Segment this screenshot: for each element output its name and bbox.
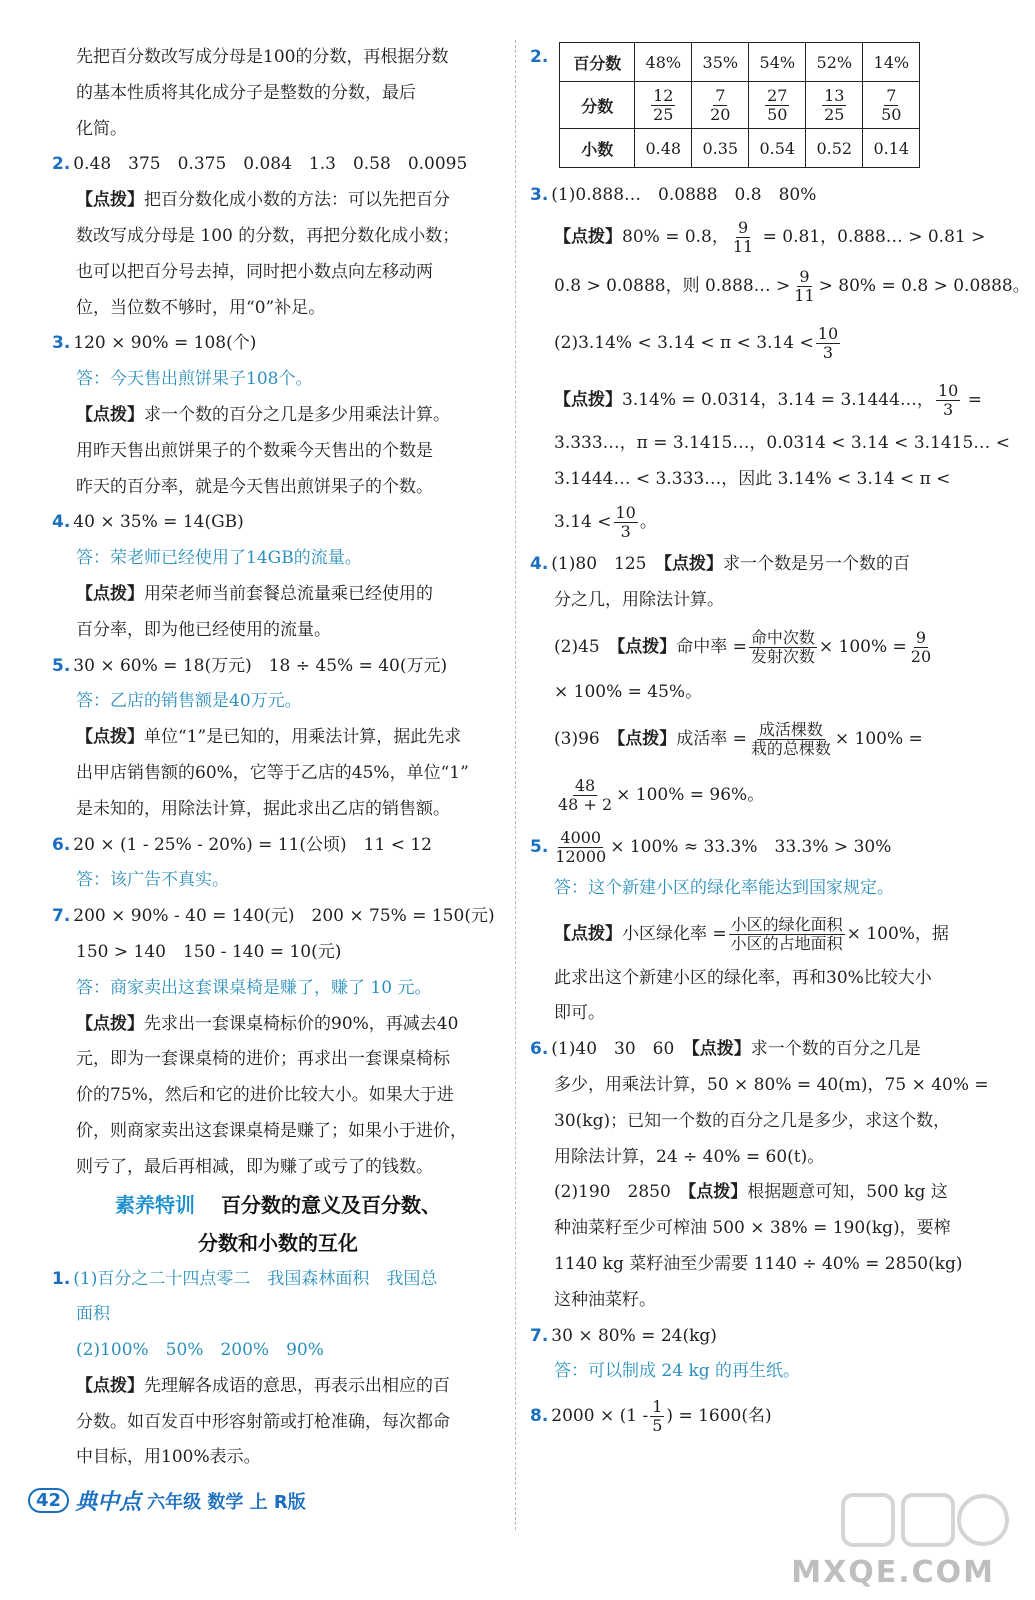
row-head: 百分数 [560, 43, 635, 82]
question-number: 7. [530, 1325, 549, 1346]
section-tag: 素养特训 [115, 1192, 195, 1217]
hint-tag: 【点拨】 [76, 404, 144, 425]
answer-values: (3)96 [554, 728, 600, 749]
section-heading [52, 1186, 504, 1224]
hint-line: 也可以把百分号去掉，同时把小数点向左移动两 [76, 261, 433, 282]
table-cell: 0.14 [863, 129, 920, 168]
book-info: 六年级 数学 上 R版 [147, 1491, 306, 1513]
hint-tag: 【点拨】 [687, 1182, 748, 1203]
conversion-table [559, 42, 920, 168]
hint-line [530, 711, 980, 767]
hint-tag: 【点拨】 [554, 923, 622, 944]
numerator: 9 [915, 627, 927, 647]
hint-tag: 【点拨】 [76, 727, 144, 748]
column-divider [515, 40, 516, 1530]
hint-line: 分之几，用除法计算。 [554, 590, 724, 611]
section-heading-line2 [52, 1224, 504, 1262]
question-number: 5. [52, 655, 71, 676]
watermark-text: MXQE.COM [791, 1555, 995, 1590]
fraction [936, 382, 960, 419]
numerator: 成活棵数 [758, 719, 823, 739]
hint-text: 先理解各成语的意思，再表示出相应的百 [144, 1375, 450, 1396]
question-2 [52, 147, 504, 183]
denominator: 12000 [555, 846, 607, 866]
question-8 [530, 1390, 980, 1442]
question-6 [530, 1032, 980, 1068]
hint-line: 数改写成分母是 100 的分数，再把分数化成小数； [76, 225, 460, 246]
table-cell: 35% [692, 43, 749, 82]
question-3 [52, 326, 504, 362]
hint-text: × 100% = 96%。 [616, 784, 765, 805]
page-number: 42 [28, 1488, 69, 1513]
fraction [792, 268, 816, 305]
hint-text: 把百分数化成小数的方法：可以先把百分 [144, 190, 450, 211]
denominator: 栽的总棵数 [750, 738, 831, 758]
denominator: 11 [732, 236, 754, 256]
answer-values: (2)3.14% < 3.14 < π < 3.14 < [554, 332, 814, 353]
denominator: 50 [881, 104, 902, 124]
hint-tag: 【点拨】 [76, 583, 144, 604]
numerator: 27 [767, 85, 788, 105]
hint-text: × 100%，据 [846, 923, 949, 944]
hint-line: 3.333…，π = 3.1415…，0.0314 < 3.14 < 3.1415… < [554, 432, 1010, 453]
answer-line: 答：可以制成 24 kg 的再生纸。 [554, 1361, 801, 1382]
hint-text: × 100% = [818, 636, 907, 657]
question-3 [530, 178, 980, 214]
hint-tag: 【点拨】 [691, 1039, 751, 1060]
hint-line [530, 1175, 980, 1211]
hint-text: 3.14% = 0.0314，3.14 = 3.1444…， [622, 389, 934, 410]
hint-tag: 【点拨】 [76, 190, 144, 211]
denominator: 20 [710, 104, 731, 124]
hint-line [52, 1007, 504, 1043]
hint-tag: 【点拨】 [76, 1013, 144, 1034]
fraction-row [560, 82, 920, 129]
calc-line: 150 > 140 150 - 140 = 10(元) [76, 941, 342, 962]
hint-line [530, 497, 980, 547]
hint-text: 单位“1”是已知的，用乘法计算，据此先求 [144, 727, 462, 748]
question-number: 7. [52, 906, 71, 927]
hint-line [530, 214, 986, 260]
fraction [749, 629, 817, 666]
hint-line [52, 1369, 504, 1405]
hint-line: 1140 kg 菜籽油至少需要 1140 ÷ 40% = 2850(kg) [554, 1253, 963, 1274]
fraction [556, 777, 614, 814]
answer-values: (1)0.888… 0.0888 0.8 80% [551, 185, 817, 205]
fraction [816, 325, 840, 362]
hint-line: 则亏了，最后再相减，即为赚了或亏了的钱数。 [76, 1156, 433, 1177]
table-cell: 48% [635, 43, 692, 82]
left-column [52, 40, 504, 1476]
hint-line: 即可。 [554, 1003, 605, 1024]
table-cell: 54% [749, 43, 806, 82]
question-7 [530, 1319, 980, 1355]
table-cell: 52% [806, 43, 863, 82]
hint-line: 3.1444… < 3.333…，因此 3.14% < 3.14 < π < [554, 468, 951, 489]
answer-line: 答：商家卖出这套课桌椅是赚了，赚了 10 元。 [76, 977, 432, 998]
hint-line: 这种油菜籽。 [554, 1289, 656, 1310]
question-number: 2. [52, 154, 71, 175]
question-number: 6. [52, 834, 71, 855]
hint-line: 用昨天售出煎饼果子的个数乘今天售出的个数是 [76, 440, 433, 461]
hint-tag: 【点拨】 [616, 728, 677, 749]
numerator: 4000 [560, 827, 602, 847]
hint-line: 元，即为一套课桌椅的进价；再求出一套课桌椅标 [76, 1049, 450, 1070]
answer-values: (2)45 [554, 636, 600, 657]
fraction [909, 629, 933, 666]
hint-text: > 80% = 0.8 > 0.0888。 [818, 275, 1030, 296]
right-column [530, 40, 1030, 1442]
percent-row [560, 43, 920, 82]
answer-line: 答：荣老师已经使用了14GB的流量。 [76, 548, 362, 569]
table-cell [749, 82, 806, 129]
question-number: 3. [52, 333, 71, 354]
hint-line: 昨天的百分率，就是今天售出煎饼果子的个数。 [76, 476, 433, 497]
row-head: 分数 [560, 82, 635, 129]
calc: 200 × 90% - 40 = 140(元) 200 × 75% = 150(元) [73, 906, 495, 927]
table-cell: 0.35 [692, 129, 749, 168]
table-cell [806, 82, 863, 129]
fraction [729, 916, 845, 953]
question-5 [52, 649, 504, 685]
fraction [651, 87, 675, 124]
table-cell [692, 82, 749, 129]
calc: 2000 × (1 - [551, 1406, 649, 1427]
fraction [879, 87, 903, 124]
question-number: 1. [52, 1268, 71, 1289]
fraction [650, 1398, 664, 1435]
intro-line: 先把百分数改写成分母是100的分数，再根据分数 [76, 47, 449, 67]
calc: 20 × (1 - 25% - 20%) = 11(公顷) 11 < 12 [73, 834, 432, 855]
hint-line [530, 767, 980, 823]
answer-line [530, 312, 980, 374]
hint-tag: 【点拨】 [76, 1375, 144, 1396]
calc: × 100% ≈ 33.3% 33.3% > 30% [610, 836, 892, 857]
hint-text: 0.8 > 0.0888，则 0.888… > [554, 275, 791, 296]
question-2-table-block [530, 40, 980, 178]
section-title: 百分数的意义及百分数、 [221, 1192, 441, 1217]
calc: 120 × 90% = 108(个) [73, 333, 257, 354]
answer-line: 答：该广告不真实。 [76, 870, 229, 891]
denominator: 25 [824, 104, 845, 124]
numerator: 命中次数 [750, 627, 815, 647]
answer-values: 0.48 375 0.375 0.084 1.3 0.58 0.0095 [73, 154, 468, 175]
decimal-row [560, 129, 920, 168]
fraction [765, 87, 789, 124]
hint-line: 30(kg)；已知一个数的百分之几是多少，求这个数， [554, 1110, 951, 1131]
question-5 [530, 823, 980, 871]
answer-line: 答：这个新建小区的绿化率能达到国家规定。 [554, 877, 894, 898]
hint-line: 是未知的，用除法计算，据此求出乙店的销售额。 [76, 798, 450, 819]
section-question-1 [52, 1262, 504, 1298]
hint-line [530, 374, 980, 426]
hint-text: 命中率 = [676, 636, 747, 657]
question-4 [52, 505, 504, 541]
page-footer [28, 1485, 306, 1516]
hint-line: 分数。如百发百中形容射箭或打枪准确，每次都命 [76, 1411, 450, 1432]
hint-line [530, 907, 980, 961]
denominator: 3 [822, 342, 834, 362]
intro-line: 化简。 [76, 118, 127, 139]
hint-text: 求一个数的百分之几是多少用乘法计算。 [144, 404, 450, 425]
hint-line: × 100% = 45%。 [554, 681, 703, 702]
question-7 [52, 899, 504, 935]
calc: 30 × 60% = 18(万元) 18 ÷ 45% = 40(万元) [73, 655, 448, 676]
table-cell [863, 82, 920, 129]
calc: 40 × 35% = 14(GB) [73, 512, 244, 533]
hint-line: 中目标，用100%表示。 [76, 1447, 261, 1468]
fraction [822, 87, 846, 124]
question-number: 2. [530, 47, 549, 67]
calc: 30 × 80% = 24(kg) [551, 1325, 717, 1346]
hint-tag: 【点拨】 [554, 226, 622, 247]
denominator: 发射次数 [750, 646, 815, 666]
numerator: 1 [652, 1397, 663, 1417]
answer-line: (2)100% 50% 200% 90% [76, 1340, 324, 1361]
table-cell: 14% [863, 43, 920, 82]
answer-values: (2)190 2850 [554, 1182, 671, 1203]
numerator: 9 [799, 266, 810, 286]
numerator: 10 [937, 380, 959, 400]
denominator: 11 [794, 285, 815, 305]
hint-line [52, 720, 504, 756]
denominator: 3 [943, 399, 954, 419]
table-cell [635, 82, 692, 129]
fraction [553, 829, 608, 866]
hint-text: 3.14 < [554, 512, 612, 533]
table-cell: 0.54 [749, 129, 806, 168]
numerator: 12 [653, 85, 674, 105]
row-head: 小数 [560, 129, 635, 168]
hint-line: 多少，用乘法计算，50 × 80% = 40(m)，75 × 40% = [554, 1074, 989, 1095]
hint-line: 用除法计算，24 ÷ 40% = 60(t)。 [554, 1146, 825, 1167]
hint-line [530, 260, 1030, 312]
fraction [708, 87, 732, 124]
denominator: 5 [652, 1416, 663, 1436]
hint-line [52, 577, 504, 613]
denominator: 20 [910, 646, 932, 666]
hint-text: 根据题意可知，500 kg 这 [747, 1182, 948, 1203]
hint-text: 求一个数是另一个数的百 [722, 554, 910, 575]
hint-line [52, 183, 504, 219]
answer-values: (1)80 125 [551, 554, 647, 575]
hint-line: 种油菜籽至少可榨油 500 × 38% = 190(kg)，要榨 [554, 1218, 951, 1239]
hint-line: 此求出这个新建小区的绿化率，再和30%比较大小 [554, 967, 932, 988]
question-number: 4. [530, 554, 549, 575]
numerator: 9 [737, 217, 749, 237]
question-number: 5. [530, 836, 549, 857]
question-number: 4. [52, 512, 71, 533]
question-number: 3. [530, 185, 549, 205]
answer-line: 答：乙店的销售额是40万元。 [76, 691, 302, 712]
hint-text: = 0.81，0.888… > 0.81 > [757, 226, 986, 247]
answer-line: 答：今天售出煎饼果子108个。 [76, 369, 313, 390]
fraction [731, 219, 755, 256]
hint-line: 价的75%，然后和它的进价比较大小。如果大于进 [76, 1085, 454, 1106]
numerator: 7 [886, 85, 897, 105]
numerator: 7 [715, 85, 726, 105]
fraction [614, 504, 638, 541]
hint-line: 位，当位数不够时，用“0”补足。 [76, 297, 326, 318]
hint-text: = [962, 389, 982, 410]
question-number: 6. [530, 1039, 549, 1060]
denominator: 小区的占地面积 [730, 933, 843, 953]
intro-line: 的基本性质将其化成分子是整数的分数，最后 [76, 82, 416, 103]
hint-text: 用荣老师当前套餐总流量乘已经使用的 [144, 583, 433, 604]
question-number: 8. [530, 1406, 549, 1427]
hint-line [52, 398, 504, 434]
hint-text: 小区绿化率 = [622, 923, 727, 944]
denominator: 25 [653, 104, 674, 124]
denominator: 3 [620, 522, 631, 542]
hint-line: 出甲店销售额的60%，它等于乙店的45%，单位“1” [76, 762, 469, 783]
denominator: 50 [767, 104, 788, 124]
hint-tag: 【点拨】 [616, 636, 677, 657]
question-4 [530, 547, 980, 583]
answer-values: (1)40 30 60 [551, 1039, 675, 1060]
hint-line: 价，则商家卖出这套课桌椅是赚了；如果小于进价， [76, 1120, 467, 1141]
answer-values: (1)百分之二十四点零二 我国森林面积 我国总 [73, 1268, 438, 1289]
answer-line: 面积 [76, 1304, 110, 1325]
numerator: 10 [615, 503, 636, 523]
numerator: 48 [574, 775, 596, 795]
question-6 [52, 828, 504, 864]
hint-text: 成活率 = [676, 728, 747, 749]
brand-logo: 典中点 [75, 1490, 142, 1515]
numerator: 小区的绿化面积 [730, 914, 843, 934]
numerator: 13 [824, 85, 845, 105]
hint-line: 百分率，即为他已经使用的流量。 [76, 619, 331, 640]
hint-tag: 【点拨】 [663, 554, 723, 575]
hint-line [530, 619, 980, 675]
hint-text: 。 [639, 512, 657, 533]
denominator: 48 + 2 [558, 794, 613, 814]
hint-text: 求一个数的百分之几是 [750, 1039, 921, 1060]
table-cell: 0.52 [806, 129, 863, 168]
section-title: 分数和小数的互化 [198, 1230, 358, 1255]
fraction [749, 721, 833, 758]
hint-text: 80% = 0.8， [622, 226, 729, 247]
numerator: 10 [817, 323, 839, 343]
hint-text: 先求出一套课桌椅标价的90%，再减去40 [144, 1013, 459, 1034]
table-cell: 0.48 [635, 129, 692, 168]
hint-tag: 【点拨】 [554, 389, 622, 410]
hint-text: × 100% = [834, 728, 923, 749]
calc: ) = 1600(名) [666, 1406, 772, 1427]
